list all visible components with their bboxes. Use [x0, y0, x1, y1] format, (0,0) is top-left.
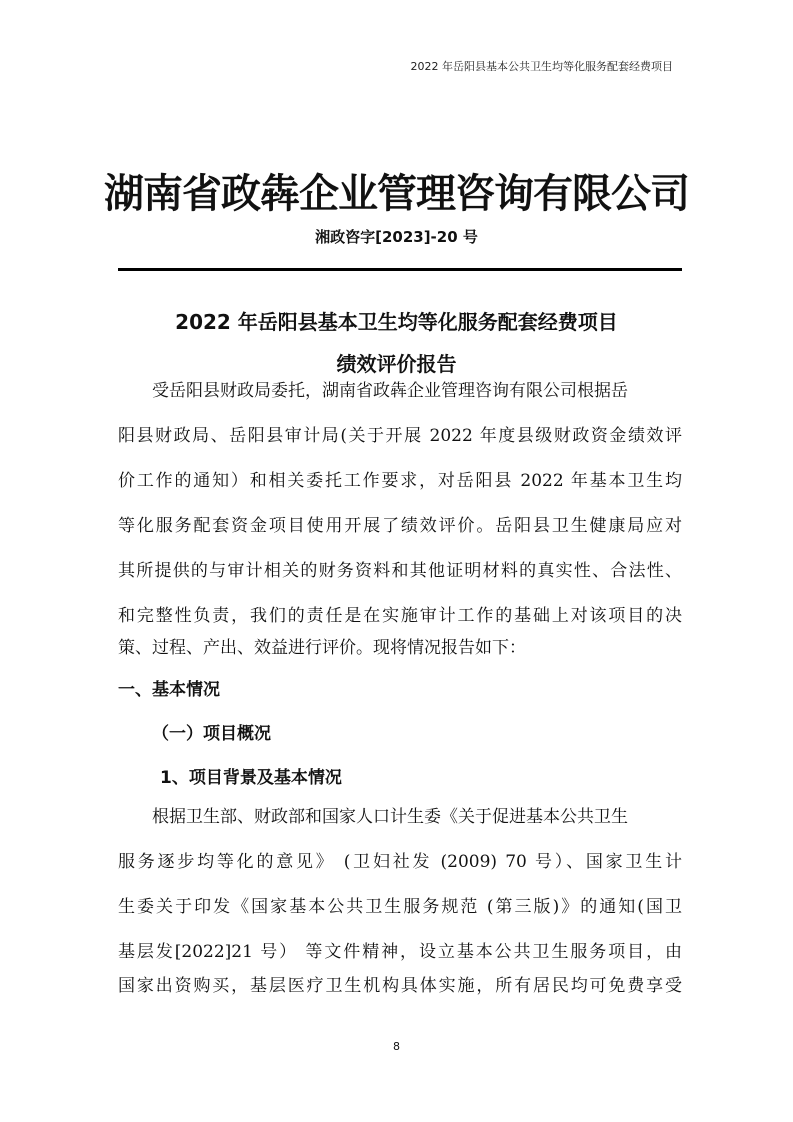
report-title-line2: 绩效评价报告 [336, 352, 457, 376]
section-heading: 一、基本情况 [118, 680, 220, 700]
intro-line: 和完整性负责，我们的责任是在实施审计工作的基础上对该项目的决 [118, 606, 682, 626]
item-heading: 1、项目背景及基本情况 [160, 768, 342, 788]
intro-line: 价工作的通知）和相关委托工作要求，对岳阳县 2022 年基本卫生均 [118, 471, 682, 491]
header-rule [118, 268, 682, 271]
document-number: 湘政咨字[2023]-20 号 [315, 228, 478, 246]
intro-line: 其所提供的与审计相关的财务资料和其他证明材料的真实性、合法性、 [118, 561, 682, 581]
subsection-heading: （一）项目概况 [152, 724, 271, 744]
intro-line: 受岳阳县财政局委托，湖南省政犇企业管理咨询有限公司根据岳 [152, 381, 628, 401]
intro-line: 阳县财政局、岳阳县审计局(关于开展 2022 年度县级财政资金绩效评 [118, 426, 682, 446]
report-title-line1: 2022 年岳阳县基本卫生均等化服务配套经费项目 [175, 310, 618, 334]
body-line: 生委关于印发《国家基本公共卫生服务规范 (第三版)》的通知(国卫 [118, 897, 682, 917]
body-line: 服务逐步均等化的意见》 (卫妇社发 (2009) 70 号）、国家卫生计 [118, 852, 682, 872]
body-line: 基层发[2022]21 号） 等文件精神，设立基本公共卫生服务项目，由 [118, 942, 682, 962]
intro-line: 等化服务配套资金项目使用开展了绩效评价。岳阳县卫生健康局应对 [118, 516, 682, 536]
page-number: 8 [393, 1040, 400, 1053]
running-header: 2022 年岳阳县基本公共卫生均等化服务配套经费项目 [410, 60, 673, 73]
intro-line: 策、过程、产出、效益进行评价。现将情况报告如下： [118, 638, 526, 658]
body-line: 国家出资购买，基层医疗卫生机构具体实施，所有居民均可免费享受 [118, 976, 682, 996]
company-name: 湖南省政犇企业管理咨询有限公司 [104, 171, 689, 217]
body-line: 根据卫生部、财政部和国家人口计生委《关于促进基本公共卫生 [152, 807, 628, 827]
